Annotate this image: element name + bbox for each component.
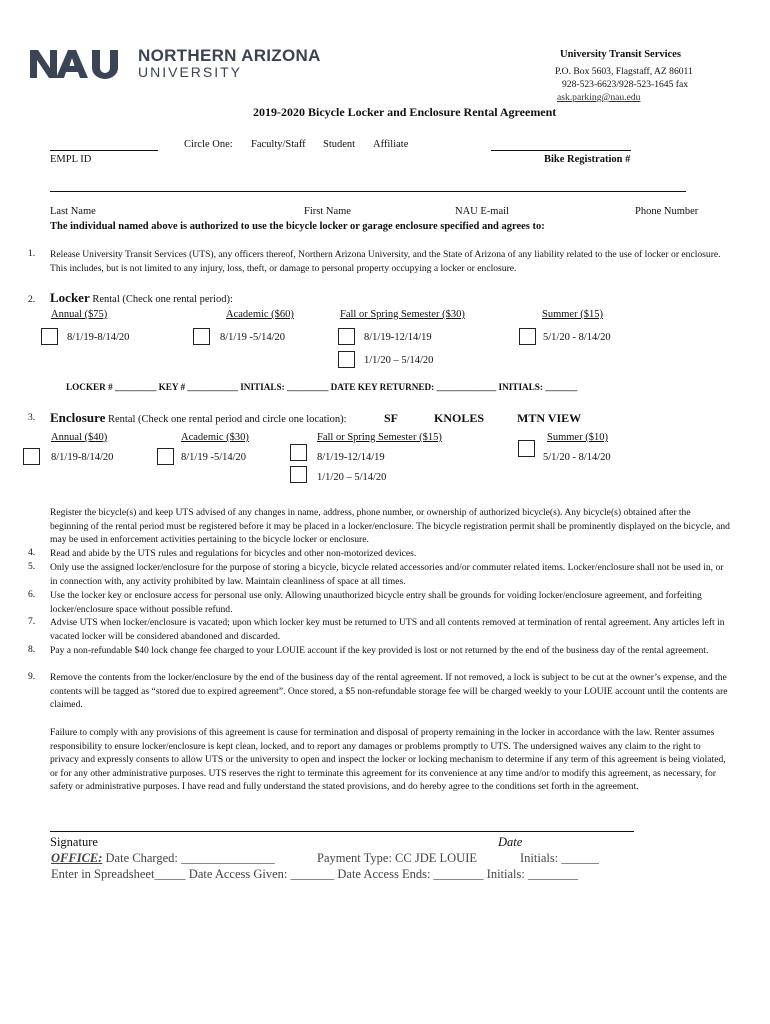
item-5-text: Only use the assigned locker/enclosure for the purpose of storing a bicycle, bicycle related accessories and/or commuter related items. Locker/enclosure shall not be used in, or in connection with, any activity prohibited by law. Maintain cleanliness of space at all times. [50,562,724,587]
item-number: 4. [28,547,36,558]
item-4-text: Read and abide by the UTS rules and regulations for bicycles and other non-motorized devices. [50,548,417,559]
first-name-label: First Name [304,206,351,217]
enclosure-annual-dates: 8/1/19-8/14/20 [51,452,114,463]
locker-summer-label: Summer ($15) [542,309,603,320]
enclosure-academic-checkbox[interactable] [157,448,174,465]
spreadsheet-access-row[interactable]: Enter in Spreadsheet_____ Date Access Given: _______ Date Access Ends: ________ Initials: ________ [51,867,578,881]
item-number: 3. [28,412,36,423]
office-label: OFFICE: [51,851,103,865]
locker-academic-label: Academic ($60) [226,309,294,320]
office-row [51,851,275,866]
locker-title: Locker [50,290,90,305]
empl-id-label: EMPL ID [50,154,92,165]
enclosure-fall-dates: 8/1/19-12/14/19 [317,452,385,463]
phone-number-label: Phone Number [635,206,699,217]
item-number: 6. [28,589,36,600]
item-number: 8. [28,644,36,655]
enclosure-academic-dates: 8/1/19 -5/14/20 [181,452,247,463]
item-number: 2. [28,294,36,305]
bike-registration-line[interactable] [491,150,631,151]
locker-fall-dates: 8/1/19-12/14/19 [364,332,432,343]
locker-office-line: LOCKER # _________ KEY # ___________ INITIALS: _________ DATE KEY RETURNED: _____________ INITIALS: _______ [66,382,578,392]
last-name-label: Last Name [50,206,96,217]
initials-office[interactable]: Initials: ______ [520,851,599,865]
item-number: 5. [28,561,36,572]
enclosure-heading [50,410,347,426]
enclosure-fall-checkbox[interactable] [290,444,307,461]
enclosure-academic-label: Academic ($30) [181,432,249,443]
enclosure-summer-checkbox[interactable] [518,440,535,457]
location-sf[interactable]: SF [384,411,399,425]
registration-paragraph: Register the bicycle(s) and keep UTS advised of any changes in name, address, phone number, or ownership of authorized bicycle(s). Any bicycle(s) obtained after the beginning of the rental period must be registered before it may be placed in a locker/enclosure. The bicycle registration permit shall be prominently displayed on the bicycle, and may be used in enforcement activities pertaining to the bicycle locker or enclosure. [50,507,730,546]
enclosure-subtitle: Rental (Check one rental period and circle one location): [105,414,347,425]
enclosure-semester-label: Fall or Spring Semester ($15) [317,432,442,443]
enclosure-spring-checkbox[interactable] [290,466,307,483]
item-number: 1. [28,248,36,259]
phone-fax: 928-523-6623/928-523-1645 fax [562,79,689,90]
signature-label: Signature [50,835,98,849]
option-student[interactable]: Student [323,139,356,150]
logo-line1: NORTHERN ARIZONA [138,46,321,65]
nau-logo [30,48,130,83]
enclosure-summer-dates: 5/1/20 - 8/14/20 [543,452,611,463]
locker-academic-checkbox[interactable] [193,328,210,345]
date-charged[interactable]: Date Charged: _______________ [102,851,275,865]
locker-fall-checkbox[interactable] [338,328,355,345]
item-8-text: Pay a non-refundable $40 lock change fee charged to your LOUIE account if the key provided is lost or not returned by the end of the business day of the rental agreement. [50,645,709,656]
locker-spring-dates: 1/1/20 – 5/14/20 [364,355,434,366]
locker-annual-checkbox[interactable] [41,328,58,345]
payment-type[interactable]: Payment Type: CC JDE LOUIE [317,851,477,865]
enclosure-annual-checkbox[interactable] [23,448,40,465]
locker-heading [50,290,233,306]
bike-registration-label: Bike Registration # [544,154,631,165]
location-knoles[interactable]: KNOLES [434,411,485,425]
address: P.O. Box 5603, Flagstaff, AZ 86011 [555,66,693,77]
empl-id-line[interactable] [50,150,158,151]
nau-logo-mark [30,48,130,80]
locker-annual-dates: 8/1/19-8/14/20 [67,332,130,343]
item-6-text: Use the locker key or enclosure access for personal use only. Allowing unauthorized bicycle entry shall be grounds for voiding locker/enclosure agreement, and forfeiting locker/enclosure space without possible refund. [50,590,702,615]
signature-line[interactable] [50,831,634,832]
department-name: University Transit Services [560,49,681,60]
email-link[interactable]: ask.parking@nau.edu [557,92,641,103]
nau-email-label: NAU E-mail [455,206,509,217]
circle-one-label: Circle One: [184,139,233,150]
locker-subtitle: Rental (Check one rental period): [89,294,233,305]
item-7-text: Advise UTS when locker/enclosure is vacated; upon which locker key must be returned to UTS and all contents removed at termination of rental agreement. Any articles left in vacated locker will be considered abandoned and discarded. [50,617,725,642]
option-faculty-staff[interactable]: Faculty/Staff [251,139,306,150]
name-entry-line[interactable] [50,191,686,192]
enclosure-spring-dates: 1/1/20 – 5/14/20 [317,472,387,483]
enclosure-summer-label: Summer ($10) [547,432,608,443]
item-9-text: Remove the contents from the locker/enclosure by the end of the business day of the rental agreement. If not removed, a lock is subject to be cut at the owner’s expense, and the contents will be tagged as “stored due to expired agreement”. Once stored, a $5 non-refundable storage fee will be charged weekly to your LOUIE account until the contents are claimed. [50,672,728,711]
date-label: Date [498,835,523,849]
enclosure-title: Enclosure [50,410,106,425]
failure-paragraph: Failure to comply with any provisions of this agreement is cause for termination and disposal of property remaining in the locker in accordance with the law. Renter assumes responsibility to ensure locker/enclosure is kept clean, locked, and to report any damages or problems promptly to UTS. The undersigned waives any claim to the right to privacy and expressly consents to allow UTS or the university to open and inspect the locker or locking mechanism to determine if any term of this agreement is being violated, or for any other administrative purposes. UTS reserves the right to terminate this agreement for its convenience at any time and/or to modify this agreement, as necessary, for safety or administrative purposes. I have read and fully understand the stated provisions, and do hereby agree to the conditions set forth in the agreement. [50,727,726,793]
option-affiliate[interactable]: Affiliate [373,139,409,150]
item-1-text: Release University Transit Services (UTS), any officers thereof, Northern Arizona University, and the State of Arizona of any liability related to the use of locker or enclosure. This includes, but is not limited to any injury, loss, theft, or damage to personal property occupying a locker or enclosure. [50,249,721,274]
locker-annual-label: Annual ($75) [51,309,108,320]
locker-summer-checkbox[interactable] [519,328,536,345]
enclosure-annual-label: Annual ($40) [51,432,108,443]
locker-academic-dates: 8/1/19 -5/14/20 [220,332,286,343]
item-number: 9. [28,671,36,682]
locker-summer-dates: 5/1/20 - 8/14/20 [543,332,611,343]
logo-line2: UNIVERSITY [138,64,243,80]
locker-semester-label: Fall or Spring Semester ($30) [340,309,465,320]
authorization-statement: The individual named above is authorized to use the bicycle locker or garage enclosure specified and agrees to: [50,221,545,232]
item-number: 7. [28,616,36,627]
locker-spring-checkbox[interactable] [338,351,355,368]
document-title: 2019-2020 Bicycle Locker and Enclosure Rental Agreement [253,105,557,119]
location-mtn-view[interactable]: MTN VIEW [517,411,582,425]
